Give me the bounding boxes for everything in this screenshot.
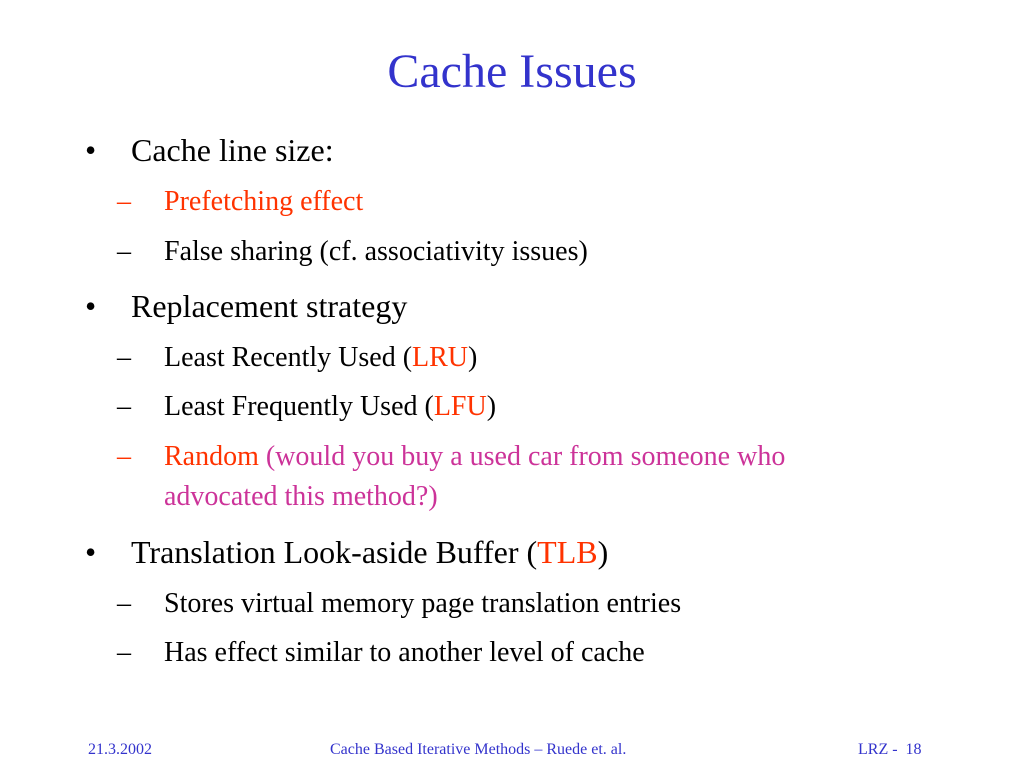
random-note-line2: advocated this method?) <box>164 481 438 512</box>
sub-item-text-after: ) <box>468 342 478 373</box>
footer-page-number: LRZ - 18 <box>858 741 922 758</box>
sub-item-text: Has effect similar to another level of cache <box>164 637 645 668</box>
bullet-text: Replacement strategy <box>131 288 408 324</box>
bullet-text: Cache line size: <box>131 132 334 168</box>
sub-item-lfu <box>117 390 497 424</box>
highlight-lru: LRU <box>412 342 469 373</box>
slide-title: Cache Issues <box>387 45 637 98</box>
sub-item-random <box>117 440 786 474</box>
sub-item-text-before: Least Frequently Used ( <box>164 391 434 422</box>
sub-item-prefetching <box>117 185 364 219</box>
bullet-item-cache-line-size <box>85 131 334 169</box>
bullet-marker: • <box>85 288 97 324</box>
sub-item-stores-entries <box>117 587 682 621</box>
dash-marker: – <box>117 588 131 619</box>
bullet-item-replacement <box>85 287 408 325</box>
highlight-tlb: TLB <box>537 534 598 570</box>
random-note-line1: (would you buy a used car from someone who <box>258 441 786 472</box>
sub-item-has-effect <box>117 636 645 670</box>
bullet-text-before: Translation Look-aside Buffer ( <box>131 534 538 570</box>
sub-item-text: False sharing (cf. associativity issues) <box>164 236 588 267</box>
sub-item-random-continued <box>164 480 438 514</box>
sub-item-text-before: Least Recently Used ( <box>164 342 413 373</box>
dash-marker: – <box>117 637 131 668</box>
bullet-text-after: ) <box>597 534 609 570</box>
footer-title: Cache Based Iterative Methods – Ruede et. al. <box>330 741 627 758</box>
bullet-marker: • <box>85 132 97 168</box>
highlight-lfu: LFU <box>433 391 487 422</box>
bullet-marker: • <box>85 534 97 570</box>
dash-marker: – <box>117 342 131 373</box>
sub-item-text-after: ) <box>486 391 497 422</box>
dash-marker: – <box>117 441 131 472</box>
dash-marker: – <box>117 391 131 422</box>
random-label: Random <box>164 441 259 472</box>
dash-marker: – <box>117 186 131 217</box>
dash-marker: – <box>117 236 131 267</box>
bullet-item-tlb <box>85 533 609 571</box>
sub-item-false-sharing <box>117 235 588 269</box>
sub-item-lru <box>117 341 478 375</box>
sub-item-text: Stores virtual memory page translation entries <box>164 588 682 619</box>
sub-item-text: Prefetching effect <box>164 186 364 217</box>
footer-date: 21.3.2002 <box>88 741 152 758</box>
